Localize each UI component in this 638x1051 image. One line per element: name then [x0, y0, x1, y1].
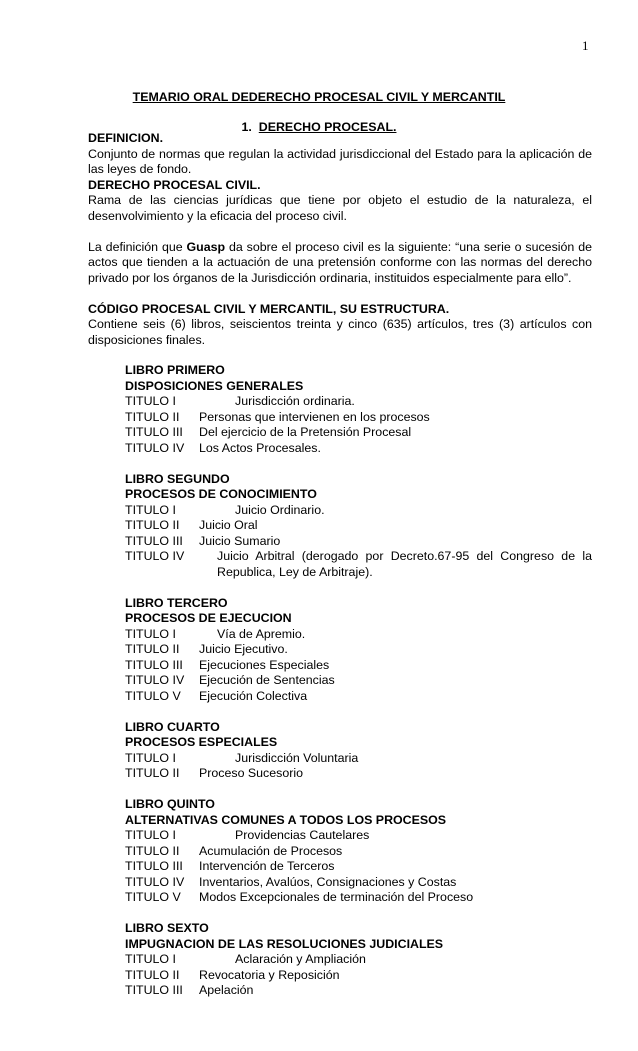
- book-subtitle: PROCESOS DE EJECUCION: [125, 611, 292, 625]
- book-subtitle: PROCESOS DE CONOCIMIENTO: [125, 487, 317, 501]
- title-number: TITULO III: [125, 533, 183, 548]
- title-row: [125, 394, 592, 410]
- title-number: TITULO I: [125, 952, 176, 966]
- title-number: TITULO IV: [125, 673, 185, 687]
- title-number: TITULO III: [125, 983, 183, 997]
- title-text: Proceso Sucesorio: [199, 766, 303, 780]
- codigo-text: Contiene seis (6) libros, seiscientos treinta y cinco (635) artículos, tres (3) artículos con disposiciones finales.: [88, 317, 592, 347]
- title-text: Jurisdicción ordinaria.: [235, 394, 355, 408]
- book-subtitle: PROCESOS ESPECIALES: [125, 735, 278, 749]
- guasp-author: Guasp: [186, 239, 226, 254]
- book-subtitle: IMPUGNACION DE LAS RESOLUCIONES JUDICIALES: [125, 936, 444, 951]
- title-text: Juicio Arbitral (derogado por Decreto.67-95 del Congreso de la Republica, Ley de Arbitraje).: [217, 549, 592, 579]
- title-number: TITULO III: [125, 859, 183, 873]
- book-3: [125, 596, 592, 705]
- title-row: [125, 859, 592, 875]
- document-body: [88, 131, 592, 1014]
- book-1: [125, 363, 592, 456]
- title-text: Los Actos Procesales.: [199, 440, 321, 455]
- codigo-heading: CÓDIGO PROCESAL CIVIL Y MERCANTIL, SU ESTRUCTURA.: [88, 301, 450, 316]
- title-number: TITULO III: [125, 425, 183, 439]
- title-row: [125, 642, 592, 658]
- title-text: Acumulación de Procesos: [199, 843, 343, 858]
- book-6: [125, 921, 592, 999]
- title-number: TITULO II: [125, 409, 180, 424]
- title-row: [125, 518, 592, 534]
- guasp-paragraph: [88, 240, 592, 287]
- book-name: LIBRO PRIMERO: [125, 363, 225, 377]
- title-row: [125, 534, 592, 550]
- title-text: Providencias Cautelares: [235, 828, 370, 842]
- title-row: [125, 968, 592, 984]
- book-subtitle: DISPOSICIONES GENERALES: [125, 378, 304, 393]
- title-row: [125, 689, 592, 705]
- title-row: [125, 875, 592, 891]
- title-row: [125, 751, 592, 767]
- title-row: [125, 890, 592, 906]
- book-name: LIBRO SEGUNDO: [125, 471, 230, 486]
- book-name: LIBRO QUINTO: [125, 797, 215, 811]
- definicion-text: Conjunto de normas que regulan la actividad jurisdiccional del Estado para la aplicación de las leyes de fondo.: [88, 146, 592, 176]
- title-text: Apelación: [199, 983, 254, 997]
- title-text: Ejecución de Sentencias: [199, 673, 335, 687]
- definicion-heading: DEFINICION.: [88, 131, 164, 145]
- title-number: TITULO II: [125, 967, 180, 982]
- section-number: 1.: [241, 120, 252, 134]
- title-number: TITULO III: [125, 657, 183, 672]
- book-name: LIBRO SEXTO: [125, 921, 209, 935]
- title-number: TITULO I: [125, 502, 176, 517]
- title-row: [125, 828, 592, 844]
- title-text: Juicio Ordinario.: [235, 502, 325, 517]
- title-number: TITULO I: [125, 626, 176, 641]
- document-title: TEMARIO ORAL DEDERECHO PROCESAL CIVIL Y MERCANTIL: [132, 90, 506, 104]
- title-text: Aclaración y Ampliación: [235, 952, 366, 966]
- book-2: [125, 472, 592, 581]
- title-row: [125, 766, 592, 782]
- title-row: [125, 410, 592, 426]
- title-row: [125, 673, 592, 689]
- title-number: TITULO IV: [125, 874, 185, 889]
- title-number: TITULO I: [125, 828, 176, 842]
- title-number: TITULO I: [125, 750, 176, 765]
- title-number: TITULO V: [125, 890, 181, 904]
- title-number: TITULO V: [125, 688, 181, 703]
- title-row: [125, 503, 592, 519]
- title-text: Personas que intervienen en los procesos: [199, 409, 430, 424]
- section-label: DERECHO PROCESAL.: [258, 120, 397, 134]
- title-text: Juicio Ejecutivo.: [199, 642, 288, 656]
- book-4: [125, 720, 592, 782]
- book-name: LIBRO TERCERO: [125, 595, 228, 610]
- title-number: TITULO II: [125, 766, 180, 780]
- title-text: Del ejercicio de la Pretensión Procesal: [199, 425, 412, 439]
- title-number: TITULO IV: [125, 549, 185, 563]
- title-text: Revocatoria y Reposición: [199, 967, 340, 982]
- title-text: Vía de Apremio.: [217, 626, 306, 641]
- book-5: [125, 797, 592, 906]
- title-row: [125, 441, 592, 457]
- title-row: [125, 425, 592, 441]
- dpc-heading: DERECHO PROCESAL CIVIL.: [88, 177, 261, 192]
- title-text: Inventarios, Avalúos, Consignaciones y Costas: [199, 874, 457, 889]
- guasp-after: da sobre el proceso civil es la siguiente: “una serie o sucesión de actos que tienden a la actuación de una pretensión conforme con las normas del derecho privado por los órganos de la Jurisdicción ordinaria, instituidos especialmente para ello”.: [88, 239, 592, 285]
- title-number: TITULO II: [125, 642, 180, 656]
- books-list: [88, 363, 592, 999]
- title-text: Juicio Oral: [199, 518, 258, 532]
- title-row: [125, 952, 592, 968]
- title-number: TITULO II: [125, 518, 180, 532]
- title-row: [125, 627, 592, 643]
- title-text: Modos Excepcionales de terminación del Proceso: [199, 890, 474, 904]
- title-text: Juicio Sumario: [199, 533, 281, 548]
- title-number: TITULO IV: [125, 440, 185, 455]
- book-subtitle: ALTERNATIVAS COMUNES A TODOS LOS PROCESOS: [125, 812, 447, 827]
- title-number: TITULO II: [125, 843, 180, 858]
- title-text: Ejecuciones Especiales: [199, 657, 330, 672]
- title-row: [125, 983, 592, 999]
- dpc-text: Rama de las ciencias jurídicas que tiene por objeto el estudio de la naturaleza, el desenvolvimiento y la eficacia del proceso civil.: [88, 193, 592, 223]
- title-row: [125, 658, 592, 674]
- title-text: Ejecución Colectiva: [199, 688, 308, 703]
- title-text: Intervención de Terceros: [199, 859, 335, 873]
- book-name: LIBRO CUARTO: [125, 719, 220, 734]
- page-number: 1: [582, 38, 589, 53]
- title-number: TITULO I: [125, 394, 176, 408]
- title-text: Jurisdicción Voluntaria: [235, 750, 359, 765]
- title-row: [125, 549, 592, 580]
- title-row: [125, 844, 592, 860]
- guasp-before: La definición que: [88, 239, 187, 254]
